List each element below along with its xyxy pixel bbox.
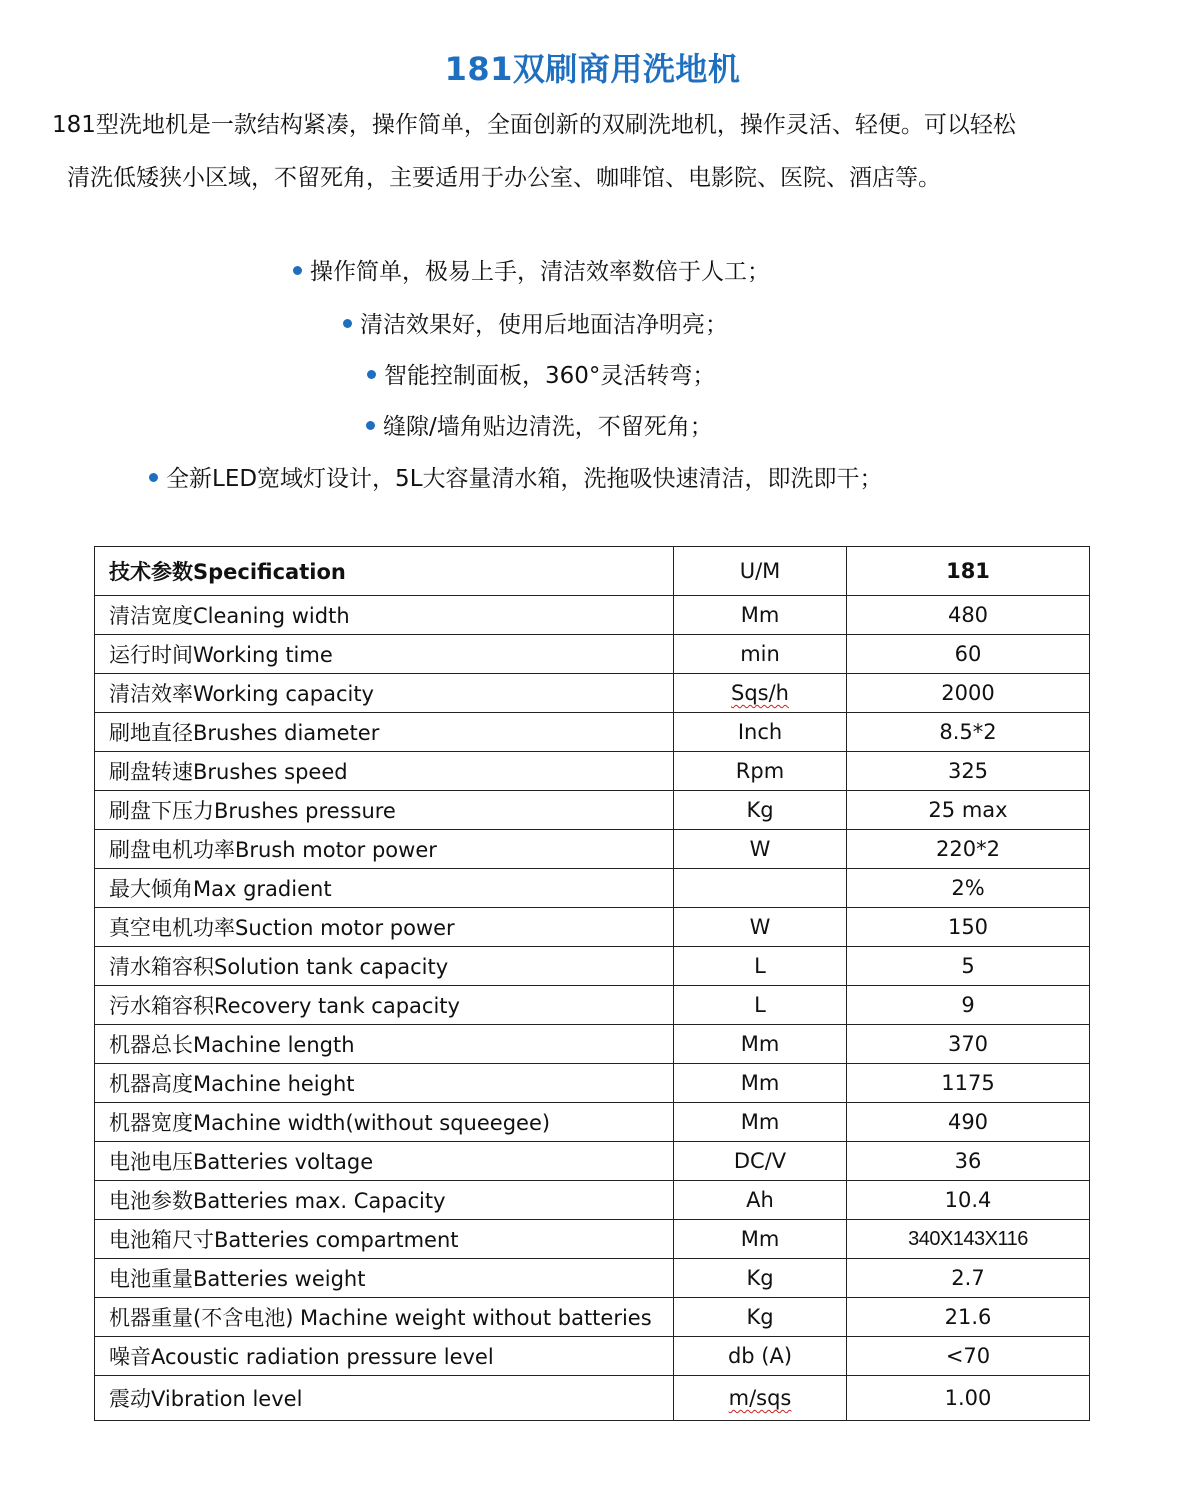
table-row <box>95 752 1090 791</box>
spec-name: 机器宽度Machine width(without squeegee) <box>95 1103 674 1142</box>
spec-unit: Mm <box>674 1025 847 1064</box>
spec-unit: Kg <box>674 791 847 830</box>
table-row <box>95 713 1090 752</box>
spec-value: 480 <box>847 596 1090 635</box>
spec-unit: Inch <box>674 713 847 752</box>
spec-unit: Mm <box>674 1220 847 1259</box>
spec-name: 清洁效率Working capacity <box>95 674 674 713</box>
table-row <box>95 908 1090 947</box>
spec-name: 机器重量(不含电池) Machine weight without batteries <box>95 1298 674 1337</box>
spec-name: 电池重量Batteries weight <box>95 1259 674 1298</box>
spec-name: 震动Vibration level <box>95 1376 674 1421</box>
spell-check-underline: Sqs/h <box>731 681 789 705</box>
table-row <box>95 1103 1090 1142</box>
table-row <box>95 1376 1090 1421</box>
spec-unit: db (A) <box>674 1337 847 1376</box>
header-model: 181 <box>847 547 1090 596</box>
intro-line-1: 181型洗地机是一款结构紧凑，操作简单，全面创新的双刷洗地机，操作灵活、轻便。可以轻松 <box>52 112 1016 138</box>
table-row <box>95 830 1090 869</box>
bullet-icon <box>149 473 158 482</box>
feature-item <box>293 257 770 287</box>
spec-value: 10.4 <box>847 1181 1090 1220</box>
spec-unit: Rpm <box>674 752 847 791</box>
spec-name: 噪音Acoustic radiation pressure level <box>95 1337 674 1376</box>
table-row <box>95 947 1090 986</box>
feature-text: 操作简单，极易上手，清洁效率数倍于人工； <box>310 259 770 285</box>
spec-value: 60 <box>847 635 1090 674</box>
spec-name: 电池箱尺寸Batteries compartment <box>95 1220 674 1259</box>
header-unit: U/M <box>674 547 847 596</box>
table-row <box>95 791 1090 830</box>
spec-name: 清水箱容积Solution tank capacity <box>95 947 674 986</box>
spec-unit: Mm <box>674 596 847 635</box>
spec-value: 150 <box>847 908 1090 947</box>
spec-table <box>94 546 1090 1421</box>
spec-value: 5 <box>847 947 1090 986</box>
feature-text: 全新LED宽域灯设计，5L大容量清水箱，洗拖吸快速清洁，即洗即干； <box>166 466 883 492</box>
spec-unit: Ah <box>674 1181 847 1220</box>
table-row <box>95 1298 1090 1337</box>
table-row <box>95 1142 1090 1181</box>
spec-unit <box>674 674 847 713</box>
spec-name: 刷盘下压力Brushes pressure <box>95 791 674 830</box>
table-row <box>95 1025 1090 1064</box>
spec-value: 25 max <box>847 791 1090 830</box>
spec-unit: L <box>674 986 847 1025</box>
table-row <box>95 1064 1090 1103</box>
spec-name: 机器总长Machine length <box>95 1025 674 1064</box>
spec-name: 刷盘电机功率Brush motor power <box>95 830 674 869</box>
intro-line-2: 清洗低矮狭小区域，不留死角，主要适用于办公室、咖啡馆、电影院、医院、酒店等。 <box>67 165 941 191</box>
spec-unit: Kg <box>674 1298 847 1337</box>
feature-text: 缝隙/墙角贴边清洗，不留死角； <box>383 414 713 440</box>
spec-unit <box>674 869 847 908</box>
page-title: 181双刷商用洗地机 <box>444 50 741 88</box>
spec-name: 刷盘转速Brushes speed <box>95 752 674 791</box>
spec-value: 340X143X116 <box>847 1220 1090 1259</box>
spec-value: 21.6 <box>847 1298 1090 1337</box>
feature-item <box>366 412 713 442</box>
spec-value: 1175 <box>847 1064 1090 1103</box>
feature-text: 清洁效果好，使用后地面洁净明亮； <box>360 312 728 338</box>
feature-item <box>367 361 715 391</box>
table-row <box>95 596 1090 635</box>
spec-value: 490 <box>847 1103 1090 1142</box>
spec-unit: Mm <box>674 1064 847 1103</box>
spec-unit: L <box>674 947 847 986</box>
spec-value: 36 <box>847 1142 1090 1181</box>
bullet-icon <box>367 370 376 379</box>
bullet-icon <box>293 266 302 275</box>
spec-unit: Mm <box>674 1103 847 1142</box>
bullet-icon <box>366 421 375 430</box>
spec-value: 1.00 <box>847 1376 1090 1421</box>
spec-value: 2% <box>847 869 1090 908</box>
header-spec: 技术参数Specification <box>95 547 674 596</box>
table-row <box>95 1259 1090 1298</box>
spec-name: 运行时间Working time <box>95 635 674 674</box>
table-row <box>95 986 1090 1025</box>
spec-name: 真空电机功率Suction motor power <box>95 908 674 947</box>
spec-name: 污水箱容积Recovery tank capacity <box>95 986 674 1025</box>
spec-unit <box>674 1376 847 1421</box>
spec-unit: W <box>674 908 847 947</box>
table-row <box>95 674 1090 713</box>
spec-value: 9 <box>847 986 1090 1025</box>
feature-item <box>149 464 883 494</box>
spec-unit: DC/V <box>674 1142 847 1181</box>
spec-table-header <box>95 547 1090 596</box>
spec-name: 机器高度Machine height <box>95 1064 674 1103</box>
spec-value: 2000 <box>847 674 1090 713</box>
spec-name: 电池电压Batteries voltage <box>95 1142 674 1181</box>
bullet-icon <box>343 319 352 328</box>
table-row <box>95 869 1090 908</box>
spec-name: 清洁宽度Cleaning width <box>95 596 674 635</box>
spec-value: <70 <box>847 1337 1090 1376</box>
spec-value: 370 <box>847 1025 1090 1064</box>
spec-value: 8.5*2 <box>847 713 1090 752</box>
table-row <box>95 1337 1090 1376</box>
spec-unit: min <box>674 635 847 674</box>
spec-name: 最大倾角Max gradient <box>95 869 674 908</box>
spell-check-underline: m/sqs <box>728 1386 792 1410</box>
table-row <box>95 635 1090 674</box>
spec-value: 2.7 <box>847 1259 1090 1298</box>
table-row <box>95 1181 1090 1220</box>
spec-name: 刷地直径Brushes diameter <box>95 713 674 752</box>
spec-name: 电池参数Batteries max. Capacity <box>95 1181 674 1220</box>
table-row <box>95 1220 1090 1259</box>
feature-item <box>343 310 728 340</box>
spec-value: 325 <box>847 752 1090 791</box>
spec-unit: W <box>674 830 847 869</box>
spec-value: 220*2 <box>847 830 1090 869</box>
feature-text: 智能控制面板，360°灵活转弯； <box>384 363 716 389</box>
spec-unit: Kg <box>674 1259 847 1298</box>
